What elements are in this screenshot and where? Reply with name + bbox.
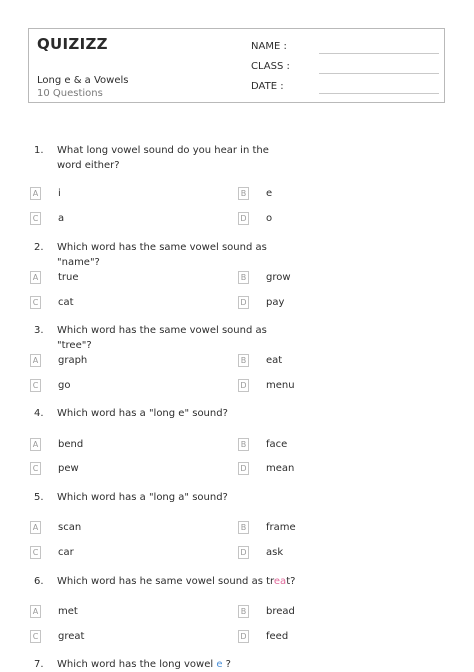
- option-letter-box[interactable]: B: [238, 354, 249, 367]
- question-text: Which word has the long vowel e ?: [57, 659, 231, 670]
- question-number: 5.: [34, 492, 44, 503]
- option-text[interactable]: met: [58, 606, 78, 617]
- option-text[interactable]: i: [58, 188, 61, 199]
- option-text[interactable]: bend: [58, 439, 84, 450]
- option-text[interactable]: frame: [266, 522, 296, 533]
- question-text: Which word has the same vowel sound as "tree"?: [57, 325, 267, 351]
- option-text[interactable]: eat: [266, 355, 283, 366]
- option-text[interactable]: go: [58, 380, 71, 391]
- option-letter-box[interactable]: B: [238, 605, 249, 618]
- option-text[interactable]: face: [266, 439, 288, 450]
- quizizz-logo: QUIZIZZ: [37, 35, 108, 53]
- option-letter-box[interactable]: D: [238, 212, 249, 225]
- option-letter-box[interactable]: C: [30, 546, 41, 559]
- option-text[interactable]: a: [58, 213, 65, 224]
- option-letter-box[interactable]: A: [30, 605, 41, 618]
- question-text: Which word has the same vowel sound as "name"?: [57, 242, 267, 268]
- option-letter-box[interactable]: A: [30, 187, 41, 200]
- class-label: CLASS :: [251, 61, 290, 72]
- date-field[interactable]: [319, 93, 439, 94]
- option-letter-box[interactable]: D: [238, 296, 249, 309]
- option-letter-box[interactable]: A: [30, 354, 41, 367]
- question-text: What long vowel sound do you hear in the word either?: [57, 145, 269, 171]
- question-text: Which word has a "long a" sound?: [57, 492, 228, 503]
- option-letter-box[interactable]: C: [30, 379, 41, 392]
- option-letter-box[interactable]: A: [30, 521, 41, 534]
- option-letter-box[interactable]: D: [238, 546, 249, 559]
- option-text[interactable]: bread: [266, 606, 295, 617]
- option-text[interactable]: car: [58, 547, 74, 558]
- highlighted-vowel: ea: [273, 576, 287, 587]
- question-number: 6.: [34, 576, 44, 587]
- option-text[interactable]: pay: [266, 297, 285, 308]
- question-text: Which word has a "long e" sound?: [57, 408, 228, 419]
- option-text[interactable]: grow: [266, 272, 291, 283]
- worksheet-header: [28, 28, 445, 103]
- highlighted-vowel: e: [216, 659, 223, 670]
- question-text: Which word has he same vowel sound as treat?: [57, 576, 296, 587]
- option-letter-box[interactable]: B: [238, 271, 249, 284]
- option-text[interactable]: scan: [58, 522, 82, 533]
- option-letter-box[interactable]: D: [238, 462, 249, 475]
- option-letter-box[interactable]: B: [238, 438, 249, 451]
- option-letter-box[interactable]: A: [30, 271, 41, 284]
- question-number: 7.: [34, 659, 44, 670]
- option-text[interactable]: e: [266, 188, 273, 199]
- option-text[interactable]: true: [58, 272, 79, 283]
- option-letter-box[interactable]: B: [238, 521, 249, 534]
- option-letter-box[interactable]: C: [30, 462, 41, 475]
- option-text[interactable]: o: [266, 213, 273, 224]
- option-text[interactable]: feed: [266, 631, 289, 642]
- question-number: 1.: [34, 145, 44, 156]
- option-text[interactable]: pew: [58, 463, 79, 474]
- option-letter-box[interactable]: C: [30, 630, 41, 643]
- name-label: NAME :: [251, 41, 287, 52]
- option-text[interactable]: menu: [266, 380, 295, 391]
- option-letter-box[interactable]: C: [30, 296, 41, 309]
- option-letter-box[interactable]: C: [30, 212, 41, 225]
- question-number: 3.: [34, 325, 44, 336]
- option-letter-box[interactable]: D: [238, 630, 249, 643]
- option-text[interactable]: cat: [58, 297, 74, 308]
- class-field[interactable]: [319, 73, 439, 74]
- worksheet-title: Long e & a Vowels: [37, 75, 129, 86]
- option-letter-box[interactable]: A: [30, 438, 41, 451]
- option-text[interactable]: mean: [266, 463, 295, 474]
- date-label: DATE :: [251, 81, 284, 92]
- name-field[interactable]: [319, 53, 439, 54]
- option-text[interactable]: graph: [58, 355, 88, 366]
- option-letter-box[interactable]: D: [238, 379, 249, 392]
- question-number: 2.: [34, 242, 44, 253]
- option-text[interactable]: great: [58, 631, 85, 642]
- question-number: 4.: [34, 408, 44, 419]
- question-count: 10 Questions: [37, 88, 103, 99]
- option-letter-box[interactable]: B: [238, 187, 249, 200]
- option-text[interactable]: ask: [266, 547, 284, 558]
